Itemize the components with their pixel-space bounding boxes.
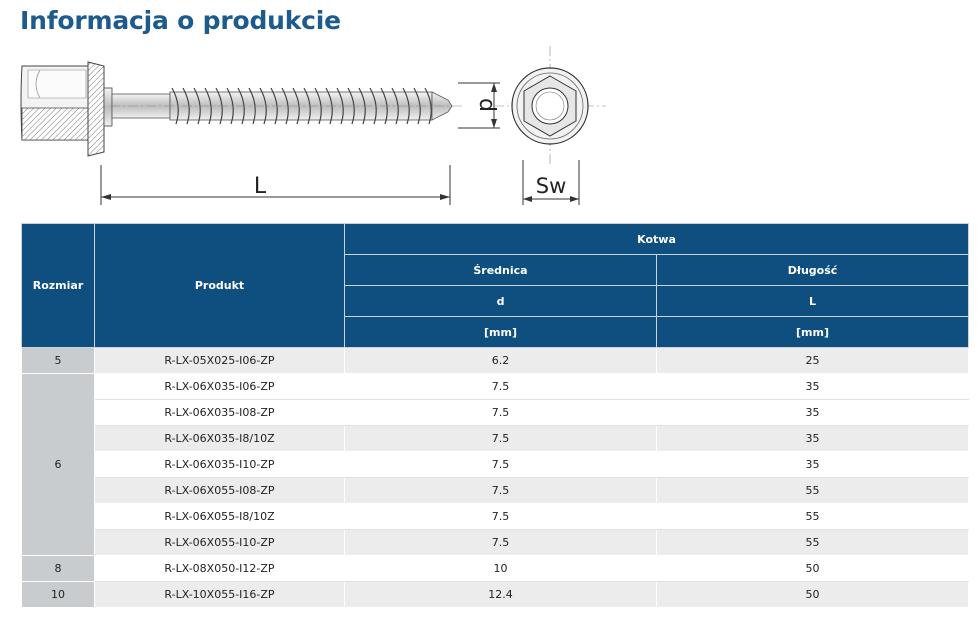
- length-label: L: [253, 174, 267, 199]
- header-anchor: Kotwa: [345, 224, 969, 255]
- product-cell: R-LX-05X025-I06-ZP: [95, 348, 345, 374]
- table-row: [22, 400, 969, 426]
- diameter-cell: 7.5: [345, 400, 657, 426]
- table-row: [22, 426, 969, 452]
- size-cell: 8: [22, 556, 95, 582]
- anchor-technical-drawing: [0, 40, 640, 212]
- table-row: [22, 374, 969, 400]
- header-l-unit: [mm]: [657, 317, 969, 348]
- size-cell: 5: [22, 348, 95, 374]
- diameter-cell: 12.4: [345, 582, 657, 608]
- diameter-cell: 7.5: [345, 452, 657, 478]
- product-cell: R-LX-10X055-I16-ZP: [95, 582, 345, 608]
- length-cell: 25: [657, 348, 969, 374]
- product-cell: R-LX-06X055-I8/10Z: [95, 504, 345, 530]
- length-cell: 35: [657, 452, 969, 478]
- header-size: Rozmiar: [22, 224, 95, 348]
- length-cell: 55: [657, 478, 969, 504]
- header-diameter: Średnica: [345, 255, 657, 286]
- diameter-cell: 10: [345, 556, 657, 582]
- table-row: [22, 478, 969, 504]
- diameter-label: d: [474, 98, 499, 112]
- product-cell: R-LX-06X035-I08-ZP: [95, 400, 345, 426]
- size-cell: 6: [22, 374, 95, 556]
- header-d-symbol: d: [345, 286, 657, 317]
- table-row: [22, 582, 969, 608]
- table-row: [22, 348, 969, 374]
- diameter-cell: 7.5: [345, 374, 657, 400]
- product-cell: R-LX-06X035-I8/10Z: [95, 426, 345, 452]
- diameter-cell: 6.2: [345, 348, 657, 374]
- screw-head-end-view: [494, 46, 606, 166]
- diameter-dimension: [458, 83, 500, 128]
- product-cell: R-LX-08X050-I12-ZP: [95, 556, 345, 582]
- length-cell: 50: [657, 556, 969, 582]
- size-cell: 10: [22, 582, 95, 608]
- diameter-cell: 7.5: [345, 530, 657, 556]
- length-cell: 35: [657, 400, 969, 426]
- table-row: [22, 452, 969, 478]
- length-cell: 50: [657, 582, 969, 608]
- header-length: Długość: [657, 255, 969, 286]
- length-cell: 35: [657, 374, 969, 400]
- product-table: [21, 223, 969, 608]
- header-product: Produkt: [95, 224, 345, 348]
- table-row: [22, 504, 969, 530]
- page-title: Informacja o produkcie: [20, 6, 341, 35]
- product-cell: R-LX-06X055-I08-ZP: [95, 478, 345, 504]
- diameter-cell: 7.5: [345, 478, 657, 504]
- header-d-unit: [mm]: [345, 317, 657, 348]
- length-cell: 55: [657, 530, 969, 556]
- sw-label: Sw: [535, 174, 567, 198]
- table-row: [22, 556, 969, 582]
- header-l-symbol: L: [657, 286, 969, 317]
- table-row: [22, 530, 969, 556]
- diameter-cell: 7.5: [345, 426, 657, 452]
- product-cell: R-LX-06X035-I10-ZP: [95, 452, 345, 478]
- product-cell: R-LX-06X055-I10-ZP: [95, 530, 345, 556]
- length-cell: 55: [657, 504, 969, 530]
- sw-dimension: [523, 160, 579, 205]
- length-cell: 35: [657, 426, 969, 452]
- length-dimension: [101, 165, 450, 205]
- product-cell: R-LX-06X035-I06-ZP: [95, 374, 345, 400]
- screw-side-view: [21, 62, 462, 156]
- diameter-cell: 7.5: [345, 504, 657, 530]
